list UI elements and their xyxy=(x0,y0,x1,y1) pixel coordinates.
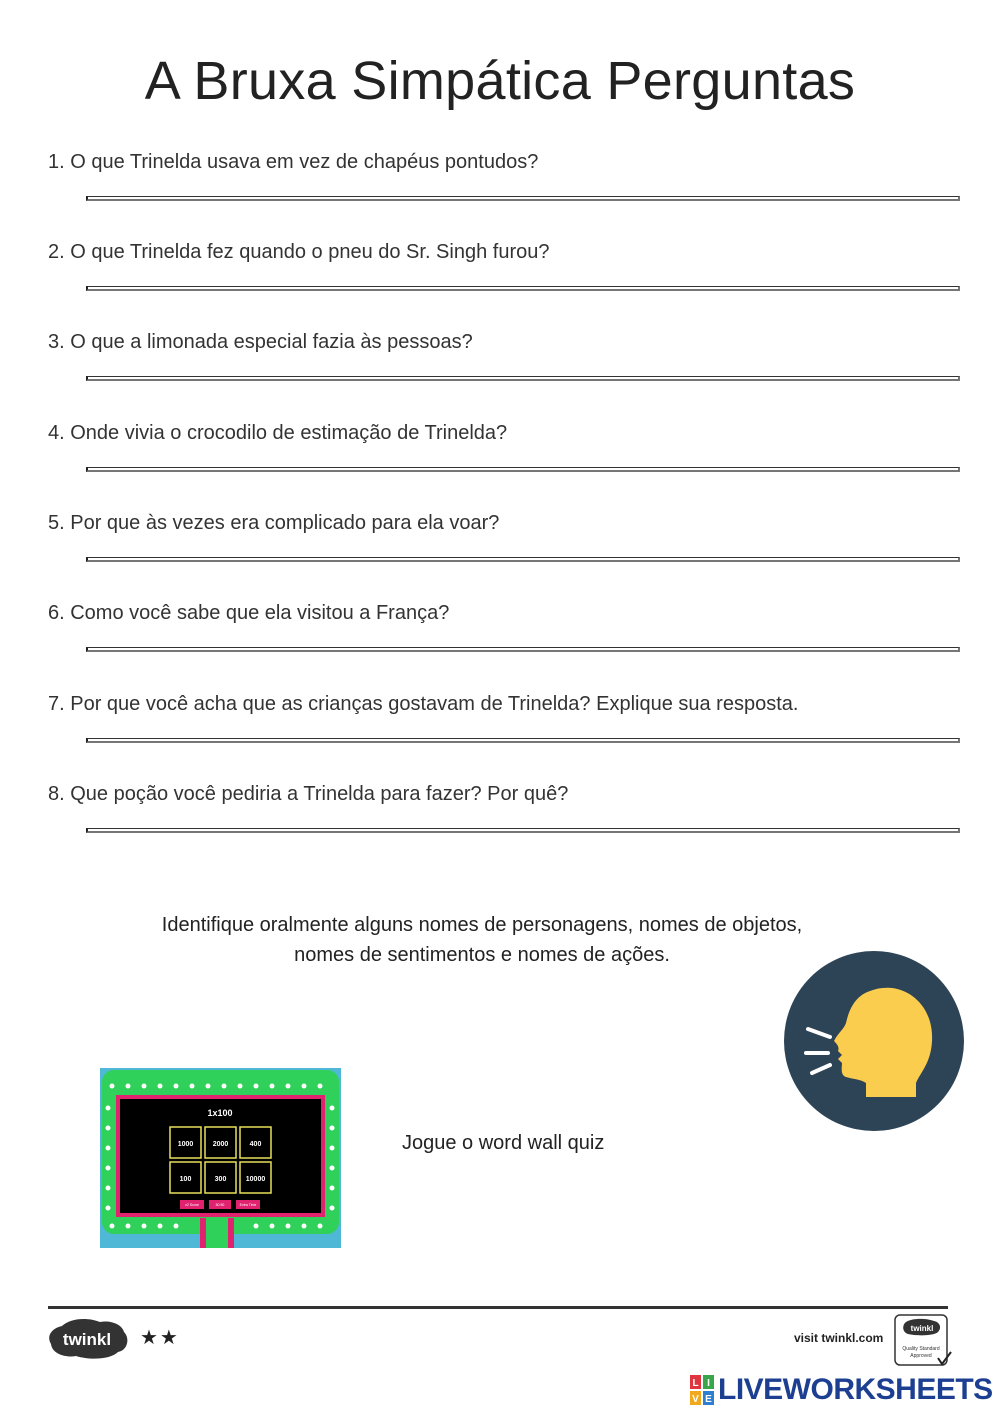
badge-line-1: Quality Standard xyxy=(902,1346,940,1352)
brand-letter-e: E xyxy=(705,1394,712,1405)
question-8-text: 8. Que poção você pediria a Trinelda para fazer? Por quê? xyxy=(48,783,569,805)
quiz-tile-1: 1000 xyxy=(177,1141,194,1148)
question-6 xyxy=(48,600,948,626)
quiz-heading: 1x100 xyxy=(207,1108,233,1118)
answer-field-8[interactable] xyxy=(86,828,960,833)
question-5-text: 5. Por que às vezes era complicado para ela voar? xyxy=(48,512,500,534)
question-3-text: 3. O que a limonada especial fazia às pessoas? xyxy=(48,331,473,353)
quiz-tile-4: 100 xyxy=(179,1176,192,1183)
twinkl-logo-icon xyxy=(48,1318,128,1360)
page-title: A Bruxa Simpática Perguntas xyxy=(144,51,856,111)
question-7 xyxy=(48,691,948,717)
quiz-tile-6: 10000 xyxy=(245,1176,266,1183)
quiz-button-2: 50:50 xyxy=(215,1203,225,1207)
oral-instruction xyxy=(100,910,864,970)
answer-field-7[interactable] xyxy=(86,738,960,743)
answer-field-4[interactable] xyxy=(86,467,960,472)
question-1 xyxy=(48,149,948,175)
question-4 xyxy=(48,420,948,446)
oral-instruction-line-1: Identifique oralmente alguns nomes de personagens, nomes de objetos, xyxy=(161,914,803,936)
question-2-text: 2. O que Trinelda fez quando o pneu do Sr. Singh furou? xyxy=(48,241,550,263)
answer-field-6[interactable] xyxy=(86,647,960,652)
question-6-text: 6. Como você sabe que ela visitou a França? xyxy=(48,602,450,624)
quiz-thumbnail[interactable] xyxy=(100,1068,341,1248)
question-4-text: 4. Onde vivia o crocodilo de estimação de Trinelda? xyxy=(48,422,508,444)
liveworksheets-logo-icon xyxy=(690,1375,714,1405)
answer-field-1[interactable] xyxy=(86,196,960,201)
brand-letter-i: I xyxy=(707,1378,710,1389)
brand-letter-v: V xyxy=(692,1394,699,1405)
speaking-head-icon[interactable] xyxy=(784,951,964,1131)
oral-instruction-line-2: nomes de sentimentos e nomes de ações. xyxy=(294,944,670,966)
quiz-tile-2: 2000 xyxy=(212,1141,229,1148)
quality-badge-icon xyxy=(894,1314,952,1368)
question-2 xyxy=(48,239,948,265)
quiz-button-1: x2 Score xyxy=(185,1203,199,1207)
badge-line-2: Approved xyxy=(910,1353,932,1359)
quiz-button-3: Extra Time xyxy=(239,1203,257,1207)
badge-logo-text: twinkl xyxy=(910,1324,934,1333)
quiz-tile-5: 300 xyxy=(214,1176,227,1183)
question-1-text: 1. O que Trinelda usava em vez de chapéus pontudos? xyxy=(48,151,539,173)
quiz-label: Jogue o word wall quiz xyxy=(402,1132,605,1154)
liveworksheets-wordmark: LIVEWORKSHEETS xyxy=(718,1373,993,1406)
brand-letter-l: L xyxy=(692,1378,699,1389)
visit-link[interactable]: visit twinkl.com xyxy=(794,1331,884,1345)
liveworksheets-brand[interactable] xyxy=(690,1372,993,1408)
question-7-text: 7. Por que você acha que as crianças gostavam de Trinelda? Explique sua resposta. xyxy=(48,693,799,715)
question-8 xyxy=(48,781,948,807)
twinkl-logo-text: twinkl xyxy=(62,1330,112,1349)
question-3 xyxy=(48,329,948,355)
question-5 xyxy=(48,510,948,536)
rating-stars: ★★ xyxy=(140,1325,180,1349)
quiz-tile-3: 400 xyxy=(249,1141,262,1148)
answer-field-5[interactable] xyxy=(86,557,960,562)
footer-divider xyxy=(48,1306,948,1309)
answer-field-2[interactable] xyxy=(86,286,960,291)
answer-field-3[interactable] xyxy=(86,376,960,381)
